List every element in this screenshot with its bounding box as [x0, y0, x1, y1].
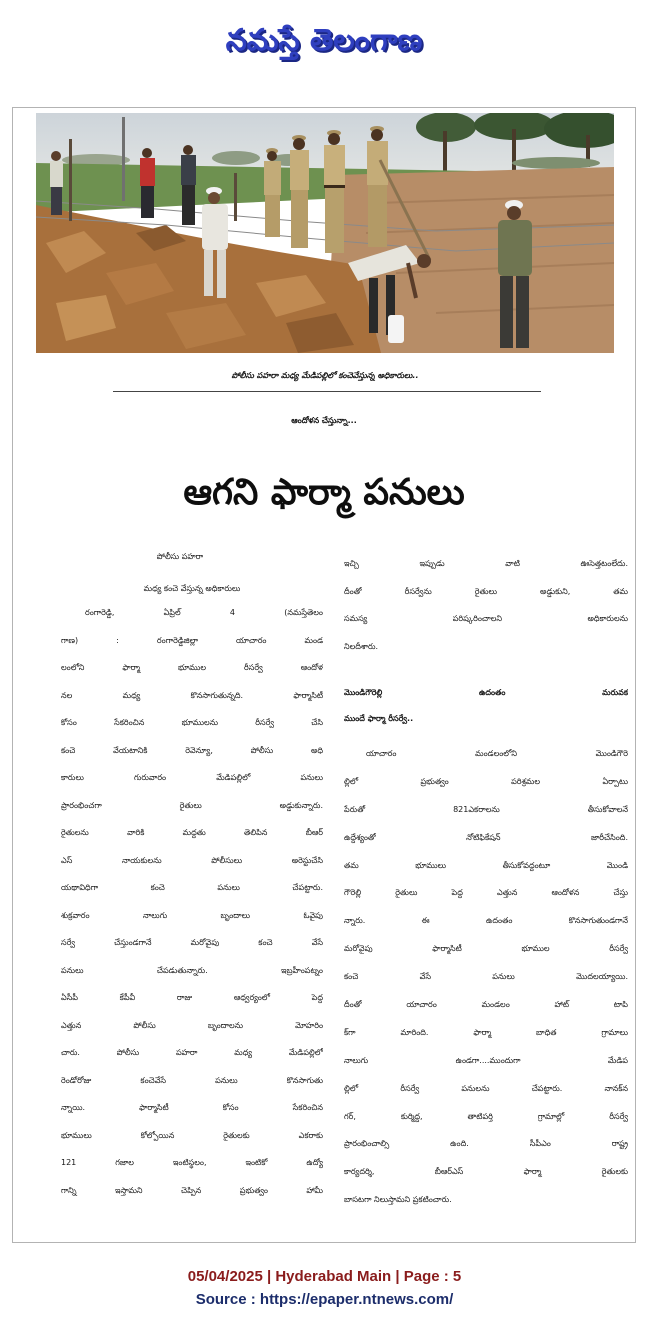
- source-link[interactable]: Source : https://epaper.ntnews.com/: [195, 1291, 454, 1308]
- utility-pole: [122, 117, 125, 201]
- body-line: గాణ) : రంగారెడ్డిజిల్లా యాచారం మండ: [61, 635, 323, 645]
- body-line: బాసటగా నిలుస్తామని ప్రకటించారు.: [344, 1195, 452, 1205]
- subhead-line: మధ్య కంచె వేస్తున్న అధికారులు: [143, 584, 241, 593]
- police-officer: [290, 135, 309, 248]
- body-line: కోసం సేకరించిన భూములను రీసర్వే చేసి: [61, 718, 323, 727]
- right-column-lead: [344, 550, 628, 660]
- right-column-subhead: [344, 680, 628, 732]
- body-line: న్నాయి. ఫార్మాసిటీ కోసం సేకరించిన: [61, 1103, 323, 1112]
- body-line: 121 గజాల ఇంటిస్థలం, ఇంటికో ఉద్యో: [61, 1158, 323, 1167]
- photo-illustration: [36, 113, 614, 353]
- body-line: పనులు చేపడుతున్నారు. ఇబ్రహీంపట్నం: [61, 965, 323, 975]
- body-line: లంలోని ఫార్మా భూముల రీసర్వే ఆందోళ: [61, 663, 323, 672]
- body-line: శుక్రవారం నాలుగు బృందాలు ఓవైపు: [61, 910, 323, 920]
- body-line: ఏసీపీ కేపీవీ రాజు ఆధ్వర్యంలో పెద్ద: [61, 993, 323, 1002]
- body-line: ఎస్ నాయకులను పోలీసులు అరెస్టుచేసి: [61, 855, 323, 865]
- body-line: ల్లిలో ప్రభుత్వం పరిశ్రమల ఏర్పాటు: [344, 776, 628, 786]
- newspaper-masthead: నమస్తే తెలంగాణ: [225, 23, 423, 58]
- right-column-body: [344, 740, 628, 1214]
- photo-caption: పోలీసు పహరా మధ్య మేడిపల్లిలో కంచెవేస్తున్న అధికారులు..: [231, 371, 419, 380]
- body-line: రైతులను వారికి మద్దతు తెలిపిన బీఆర్: [61, 828, 323, 837]
- subhead-line: ముందే ఫార్మా రీసర్వే..: [344, 714, 414, 723]
- body-line: గర్, కుర్మిద్ద, తాటిపర్తి గ్రామాల్లో రీసర్వే: [344, 1111, 628, 1121]
- body-line: క్‌గా మారింది. ఫార్మా బాధిత గ్రామాలు: [344, 1027, 628, 1037]
- subhead-line: మొండిగౌరెల్లి ఉదంతం మరువక: [344, 688, 628, 697]
- body-line: ఉద్దేశ్యంతో నోటిఫికేషన్ జారీచేసింది.: [344, 832, 628, 842]
- body-line: భూములు కోల్పోయిన రైతులకు ఎకరాకు: [61, 1130, 323, 1140]
- body-line: కంచె వేయటానికి రెవెన్యూ, పోలీసు అధి: [61, 745, 323, 755]
- subhead-line: పోలీసు పహరా: [156, 552, 204, 561]
- body-line: దీంతో రీసర్వేను రైతులు అడ్డుకుని, తమ: [344, 586, 628, 596]
- news-article: [12, 107, 636, 1243]
- edition-info: 05/04/2025 | Hyderabad Main | Page : 5: [187, 1268, 462, 1285]
- body-line: పేరుతో 821ఎకరాలను తీసుకోవాలనే: [344, 804, 628, 814]
- fence-post: [234, 173, 237, 221]
- body-line: కారులు గురువారం మేడిపల్లిలో పనులు: [61, 773, 323, 782]
- body-line: నల మధ్య కొనసాగుతున్నది. ఫార్మాసిటీ: [61, 690, 323, 700]
- body-line: మరోవైపు ఫార్మాసిటీ భూముల రీసర్వే: [344, 944, 628, 954]
- body-line: కంచె వేసే పనులు మొదలయ్యాయి.: [344, 972, 628, 982]
- police-officer: [264, 148, 281, 237]
- body-line: యాచారం మండలంలోని మొండిగౌరె: [366, 749, 628, 758]
- white-sack: [388, 315, 404, 343]
- body-line: యథావిధిగా కంచె పనులు చేపట్టారు.: [61, 883, 323, 892]
- body-line: నాలుగు ఉండగా....ముందుగా మేడిప: [344, 1055, 628, 1065]
- main-headline: ఆగని ఫార్మా పనులు: [183, 472, 465, 513]
- body-line: సమస్య పరిష్కరించాలని అధికారులను: [344, 614, 628, 623]
- body-line: సర్వే చేస్తుండగానే మరోవైపు కంచె వేసే: [61, 938, 323, 947]
- body-line: నిలదీశారు.: [344, 641, 379, 651]
- caption-rule: [113, 391, 541, 392]
- body-line: చారు. పోలీసు పహరా మధ్య మేడిపల్లిలో: [61, 1048, 323, 1057]
- body-line: ప్రారంభించగా రైతులు అడ్డుకున్నారు.: [61, 800, 323, 810]
- left-column-body: [61, 599, 323, 1204]
- body-line: తమ భూములు తీసుకోవద్దంటూ మొండి: [344, 860, 628, 870]
- body-line: ల్లిలో రీసర్వే పనులను చేపట్టారు. నానక్‌న: [344, 1083, 628, 1093]
- body-line: న్నారు. ఈ ఉదంతం కొనసాగుతుండగానే: [344, 916, 628, 926]
- body-line: గాన్ని ఇస్తామని చెప్పిన ప్రభుత్వం హామీ: [61, 1185, 323, 1195]
- news-photo: [36, 113, 614, 353]
- body-line: ఎత్తున పోలీసు బృందాలను మోహరిం: [61, 1020, 323, 1030]
- body-line: రెండోరోజు కంచెవేసే పనులు కొనసాగుతు: [61, 1075, 323, 1085]
- body-line: కార్యదర్శి, బీఆర్ఎస్ ఫార్మా రైతులకు: [344, 1167, 628, 1177]
- body-line: దీంతో యాచారం మండలం హాట్ టాపి: [344, 1000, 628, 1010]
- left-column-subhead: [61, 541, 323, 605]
- fence-post: [69, 139, 72, 221]
- body-line: ఇచ్చి ఇప్పుడు వాటి ఊసెత్తటంలేదు.: [344, 559, 628, 568]
- police-officer: [324, 130, 345, 253]
- kicker-headline: ఆందోళన చేస్తున్నా...: [291, 416, 357, 425]
- person: [140, 148, 155, 218]
- person: [181, 145, 196, 225]
- body-line: గౌరెల్లి రైతులు పెద్ద ఎత్తున ఆందోళన చేస్తు: [344, 888, 628, 898]
- body-line: ప్రారంభించాల్సి ఉంది. సీపీఎం రాష్ట్ర: [344, 1139, 628, 1149]
- body-line: రంగారెడ్డి, ఏప్రిల్ 4 (నమస్తేతెలం: [85, 608, 323, 617]
